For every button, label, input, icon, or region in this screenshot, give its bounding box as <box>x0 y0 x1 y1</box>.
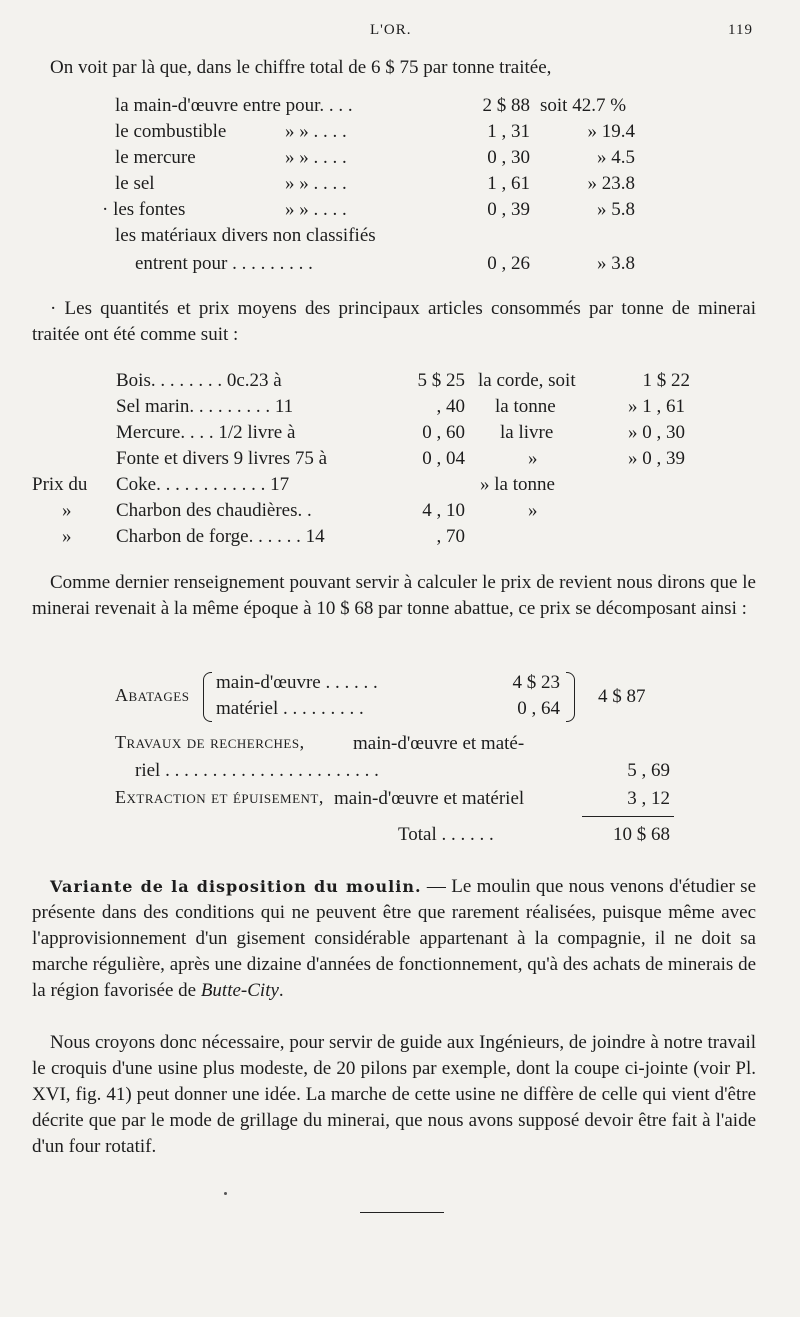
left-brace <box>203 672 212 722</box>
end-rule <box>360 1212 444 1213</box>
price-item: Charbon des chaudières. . <box>116 500 312 521</box>
price-unit: » <box>528 448 538 469</box>
breakdown-ditto: » » . . . . <box>285 199 347 220</box>
page-number: 119 <box>728 22 753 38</box>
price-value: 4 , 10 <box>422 500 465 521</box>
price-item: Sel marin. . . . . . . . . 11 <box>116 396 294 417</box>
price-value: 0 , 04 <box>422 448 465 469</box>
section-paragraph-2 <box>32 1030 756 1160</box>
breakdown-pct: » 4.5 <box>597 147 635 168</box>
price-converted: » 1 , 61 <box>628 396 685 417</box>
price-unit: la corde, soit <box>478 370 576 391</box>
breakdown-pct: » 5.8 <box>597 199 635 220</box>
extraction-value: 3 , 12 <box>627 788 670 809</box>
breakdown-label: le sel <box>115 173 155 194</box>
price-value: 5 $ 25 <box>417 370 465 391</box>
extraction-label: Extraction et épuisement, <box>115 787 324 807</box>
abatages-row-label: matériel . . . . . . . . . <box>216 698 364 719</box>
right-brace <box>566 672 575 722</box>
breakdown-label: les matériaux divers non classifiés <box>115 225 376 246</box>
price-converted: » 0 , 39 <box>628 448 685 469</box>
abatages-total: 4 $ 87 <box>598 686 646 707</box>
abatages-row-value: 0 , 64 <box>517 698 560 719</box>
section-paragraph-1-body <box>32 874 756 1004</box>
total-value: 10 $ 68 <box>613 824 670 845</box>
breakdown-pct: » 3.8 <box>597 253 635 274</box>
price-unit: » <box>528 500 538 521</box>
breakdown-pct: soit 42.7 % <box>540 95 627 116</box>
total-rule <box>582 816 674 817</box>
cost-text: Comme dernier renseignement pouvant servir à calculer le prix de revient nous dirons que le minerai revenait à la même époque à 10 $ 68 par tonne abattue, ce prix se décomposant ainsi : <box>32 572 756 619</box>
price-unit: » la tonne <box>480 474 555 495</box>
price-converted: » 0 , 30 <box>628 422 685 443</box>
breakdown-amount: 1 , 31 <box>487 121 530 142</box>
breakdown-label: le mercure <box>115 147 196 168</box>
cost-paragraph <box>32 570 756 622</box>
breakdown-ditto: » » . . . . <box>285 173 347 194</box>
price-unit: la tonne <box>495 396 556 417</box>
section-paragraph-2-text: Nous croyons donc nécessaire, pour servir de guide aux Ingénieurs, de joindre à notre travail le croquis d'une usine plus modeste, de 20 pilons par exemple, dont la coupe ci-jointe (voir Pl. XVI, fig. 41) peut donner une idée. La marche de cette usine ne diffère de celle qui vient d'être décrite que par le mode de grillage du minerai, que nous avons supposé devoir être fait à l'aide d'un four rotatif. <box>32 1032 756 1157</box>
quantities-text: · Les quantités et prix moyens des principaux articles consommés par tonne de minerai traitée ont été comme suit : <box>32 298 756 345</box>
price-converted: 1 $ 22 <box>642 370 690 391</box>
price-unit: la livre <box>500 422 554 443</box>
breakdown-amount: 0 , 26 <box>487 253 530 274</box>
breakdown-amount: 0 , 39 <box>487 199 530 220</box>
breakdown-ditto: » » . . . . <box>285 121 347 142</box>
breakdown-label: entrent pour . . . . . . . . . <box>135 253 313 274</box>
breakdown-ditto: » » . . . . <box>285 147 347 168</box>
price-prefix: » <box>62 526 72 547</box>
price-value: , 70 <box>436 526 465 547</box>
price-item: Charbon de forge. . . . . . 14 <box>116 526 325 547</box>
breakdown-amount: 0 , 30 <box>487 147 530 168</box>
abatages-row-label: main-d'œuvre . . . . . . <box>216 672 378 693</box>
travaux-label: Travaux de recherches, <box>115 732 305 752</box>
section-paragraph-1-end: . <box>278 980 284 1001</box>
section-title: Variante de la disposition du moulin. <box>50 877 422 896</box>
total-label: Total . . . . . . <box>398 824 494 845</box>
breakdown-amount: 1 , 61 <box>487 173 530 194</box>
extraction-text: main-d'œuvre et matériel <box>334 788 525 809</box>
price-prefix: » <box>62 500 72 521</box>
breakdown-pct: » 19.4 <box>587 121 635 142</box>
breakdown-label: · les fontes <box>102 199 186 220</box>
abatages-label: Abatages <box>115 685 190 705</box>
travaux-value: 5 , 69 <box>627 760 670 781</box>
price-item: Bois. . . . . . . . 0c.23 à <box>116 370 282 391</box>
breakdown-amount: 2 $ 88 <box>482 95 530 116</box>
quantities-paragraph <box>32 296 756 348</box>
price-prefix: Prix du <box>32 474 88 495</box>
travaux-text: main-d'œuvre et maté- <box>353 733 525 754</box>
section-paragraph-1 <box>32 874 756 1004</box>
price-item: Mercure. . . . 1/2 livre à <box>116 422 296 443</box>
place-name: Butte-City <box>200 980 279 1001</box>
price-item: Fonte et divers 9 livres 75 à <box>116 448 328 469</box>
travaux-line2: riel . . . . . . . . . . . . . . . . . . . . . . . <box>135 760 379 781</box>
section-paragraph-1-text: — Le moulin que nous venons d'étudier se présente dans des conditions qui ne peuvent être que rarement réalisées, puisque même avec l'approvisionnement d'un gisement considérable appartenant à la compagnie, il ne doit sa marche régulière, après une dizaine d'années de fonctionnement, qu'à des achats de minerais de la région favorisée de <box>32 876 757 1001</box>
running-header-title: L'OR. <box>370 22 412 38</box>
breakdown-pct: » 23.8 <box>587 173 635 194</box>
price-value: , 40 <box>436 396 465 417</box>
price-value: 0 , 60 <box>422 422 465 443</box>
price-item: Coke. . . . . . . . . . . . 17 <box>116 474 290 495</box>
intro-line: On voit par là que, dans le chiffre total de 6 $ 75 par tonne traitée, <box>50 57 552 78</box>
breakdown-label: la main-d'œuvre entre pour. . . . <box>115 95 353 116</box>
abatages-row-value: 4 $ 23 <box>512 672 560 693</box>
breakdown-label: le combustible <box>115 121 227 142</box>
ink-speck <box>224 1192 227 1195</box>
